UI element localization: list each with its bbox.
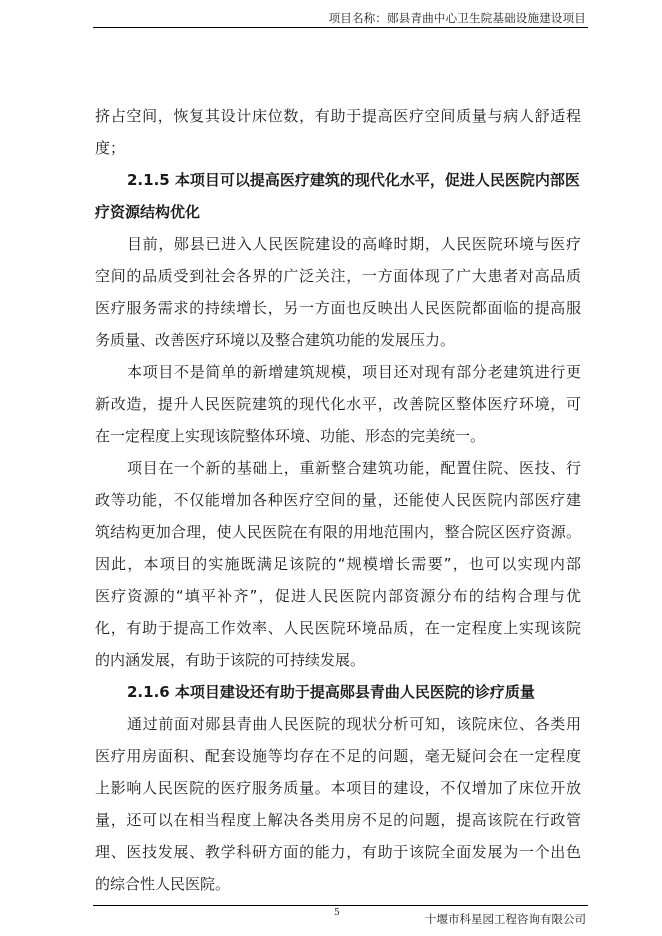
paragraph-line: 空间的品质受到社会各界的广泛关注，一方面体现了广大患者对高品质 [95,267,581,285]
paragraph-line: 目前，郧县已进入人民医院建设的高峰时期，人民医院环境与医疗 [127,235,581,253]
paragraph-line: 因此，本项目的实施既满足该院的“规模增长需要”，也可以实现内部 [95,555,581,573]
paragraph-line: 项目在一个新的基础上，重新整合建筑功能，配置住院、医技、行 [127,459,581,477]
paragraph-line: 通过前面对郧县青曲人民医院的现状分析可知，该院床位、各类用 [127,715,581,733]
paragraph-line: 务质量、改善医疗环境以及整合建筑功能的发展压力。 [95,331,456,349]
paragraph-line: 化，有助于提高工作效率、人民医院环境品质，在一定程度上实现该院 [95,619,581,637]
footer-divider [93,905,588,906]
section-heading-line: 2.1.6 本项目建设还有助于提高郧县青曲人民医院的诊疗质量 [127,683,535,701]
paragraph-line: 医疗服务需求的持续增长，另一方面也反映出人民医院都面临的提高服 [95,299,581,317]
paragraph-line: 本项目不是简单的新增建筑规模，项目还对现有部分老建筑进行更 [127,363,581,381]
paragraph-line: 政等功能，不仅能增加各种医疗空间的量，还能使人民医院内部医疗建 [95,491,581,509]
paragraph-line: 上影响人民医院的医疗服务质量。本项目的建设，不仅增加了床位开放 [95,779,581,797]
footer-company-name: 十堰市科星园工程咨询有限公司 [425,912,586,926]
page-number: 5 [334,908,340,918]
paragraph-line: 量，还可以在相当程度上解决各类用房不足的问题，提高该院在行政管 [95,811,581,829]
section-heading-line: 2.1.5 本项目可以提高医疗建筑的现代化水平，促进人民医院内部医 [127,171,580,189]
paragraph-line: 的内涵发展，有助于该院的可持续发展。 [95,651,366,669]
paragraph-line: 在一定程度上实现该院整体环境、功能、形态的完美统一。 [95,427,486,445]
paragraph-line: 度； [95,139,126,157]
document-body [95,100,581,900]
paragraph-line: 新改造，提升人民医院建筑的现代化水平，改善院区整体医疗环境，可 [95,395,581,413]
paragraph-line: 医疗用房面积、配套设施等均存在不足的问题，毫无疑问会在一定程度 [95,747,581,765]
header-project-title: 项目名称：郧县青曲中心卫生院基础设施建设项目 [328,11,586,25]
paragraph-line: 筑结构更加合理，使人民医院在有限的用地范围内，整合院区医疗资源。 [95,523,581,541]
paragraph-line: 的综合性人民医院。 [95,875,231,893]
paragraph-line: 理、医技发展、教学科研方面的能力，有助于该院全面发展为一个出色 [95,843,581,861]
section-heading-line: 疗资源结构优化 [95,203,201,221]
header-divider [93,27,588,28]
page-header [0,0,662,32]
paragraph-line: 医疗资源的“填平补齐”，促进人民医院内部资源分布的结构合理与优 [95,587,581,605]
paragraph-line: 挤占空间，恢复其设计床位数，有助于提高医疗空间质量与病人舒适程 [95,107,581,125]
